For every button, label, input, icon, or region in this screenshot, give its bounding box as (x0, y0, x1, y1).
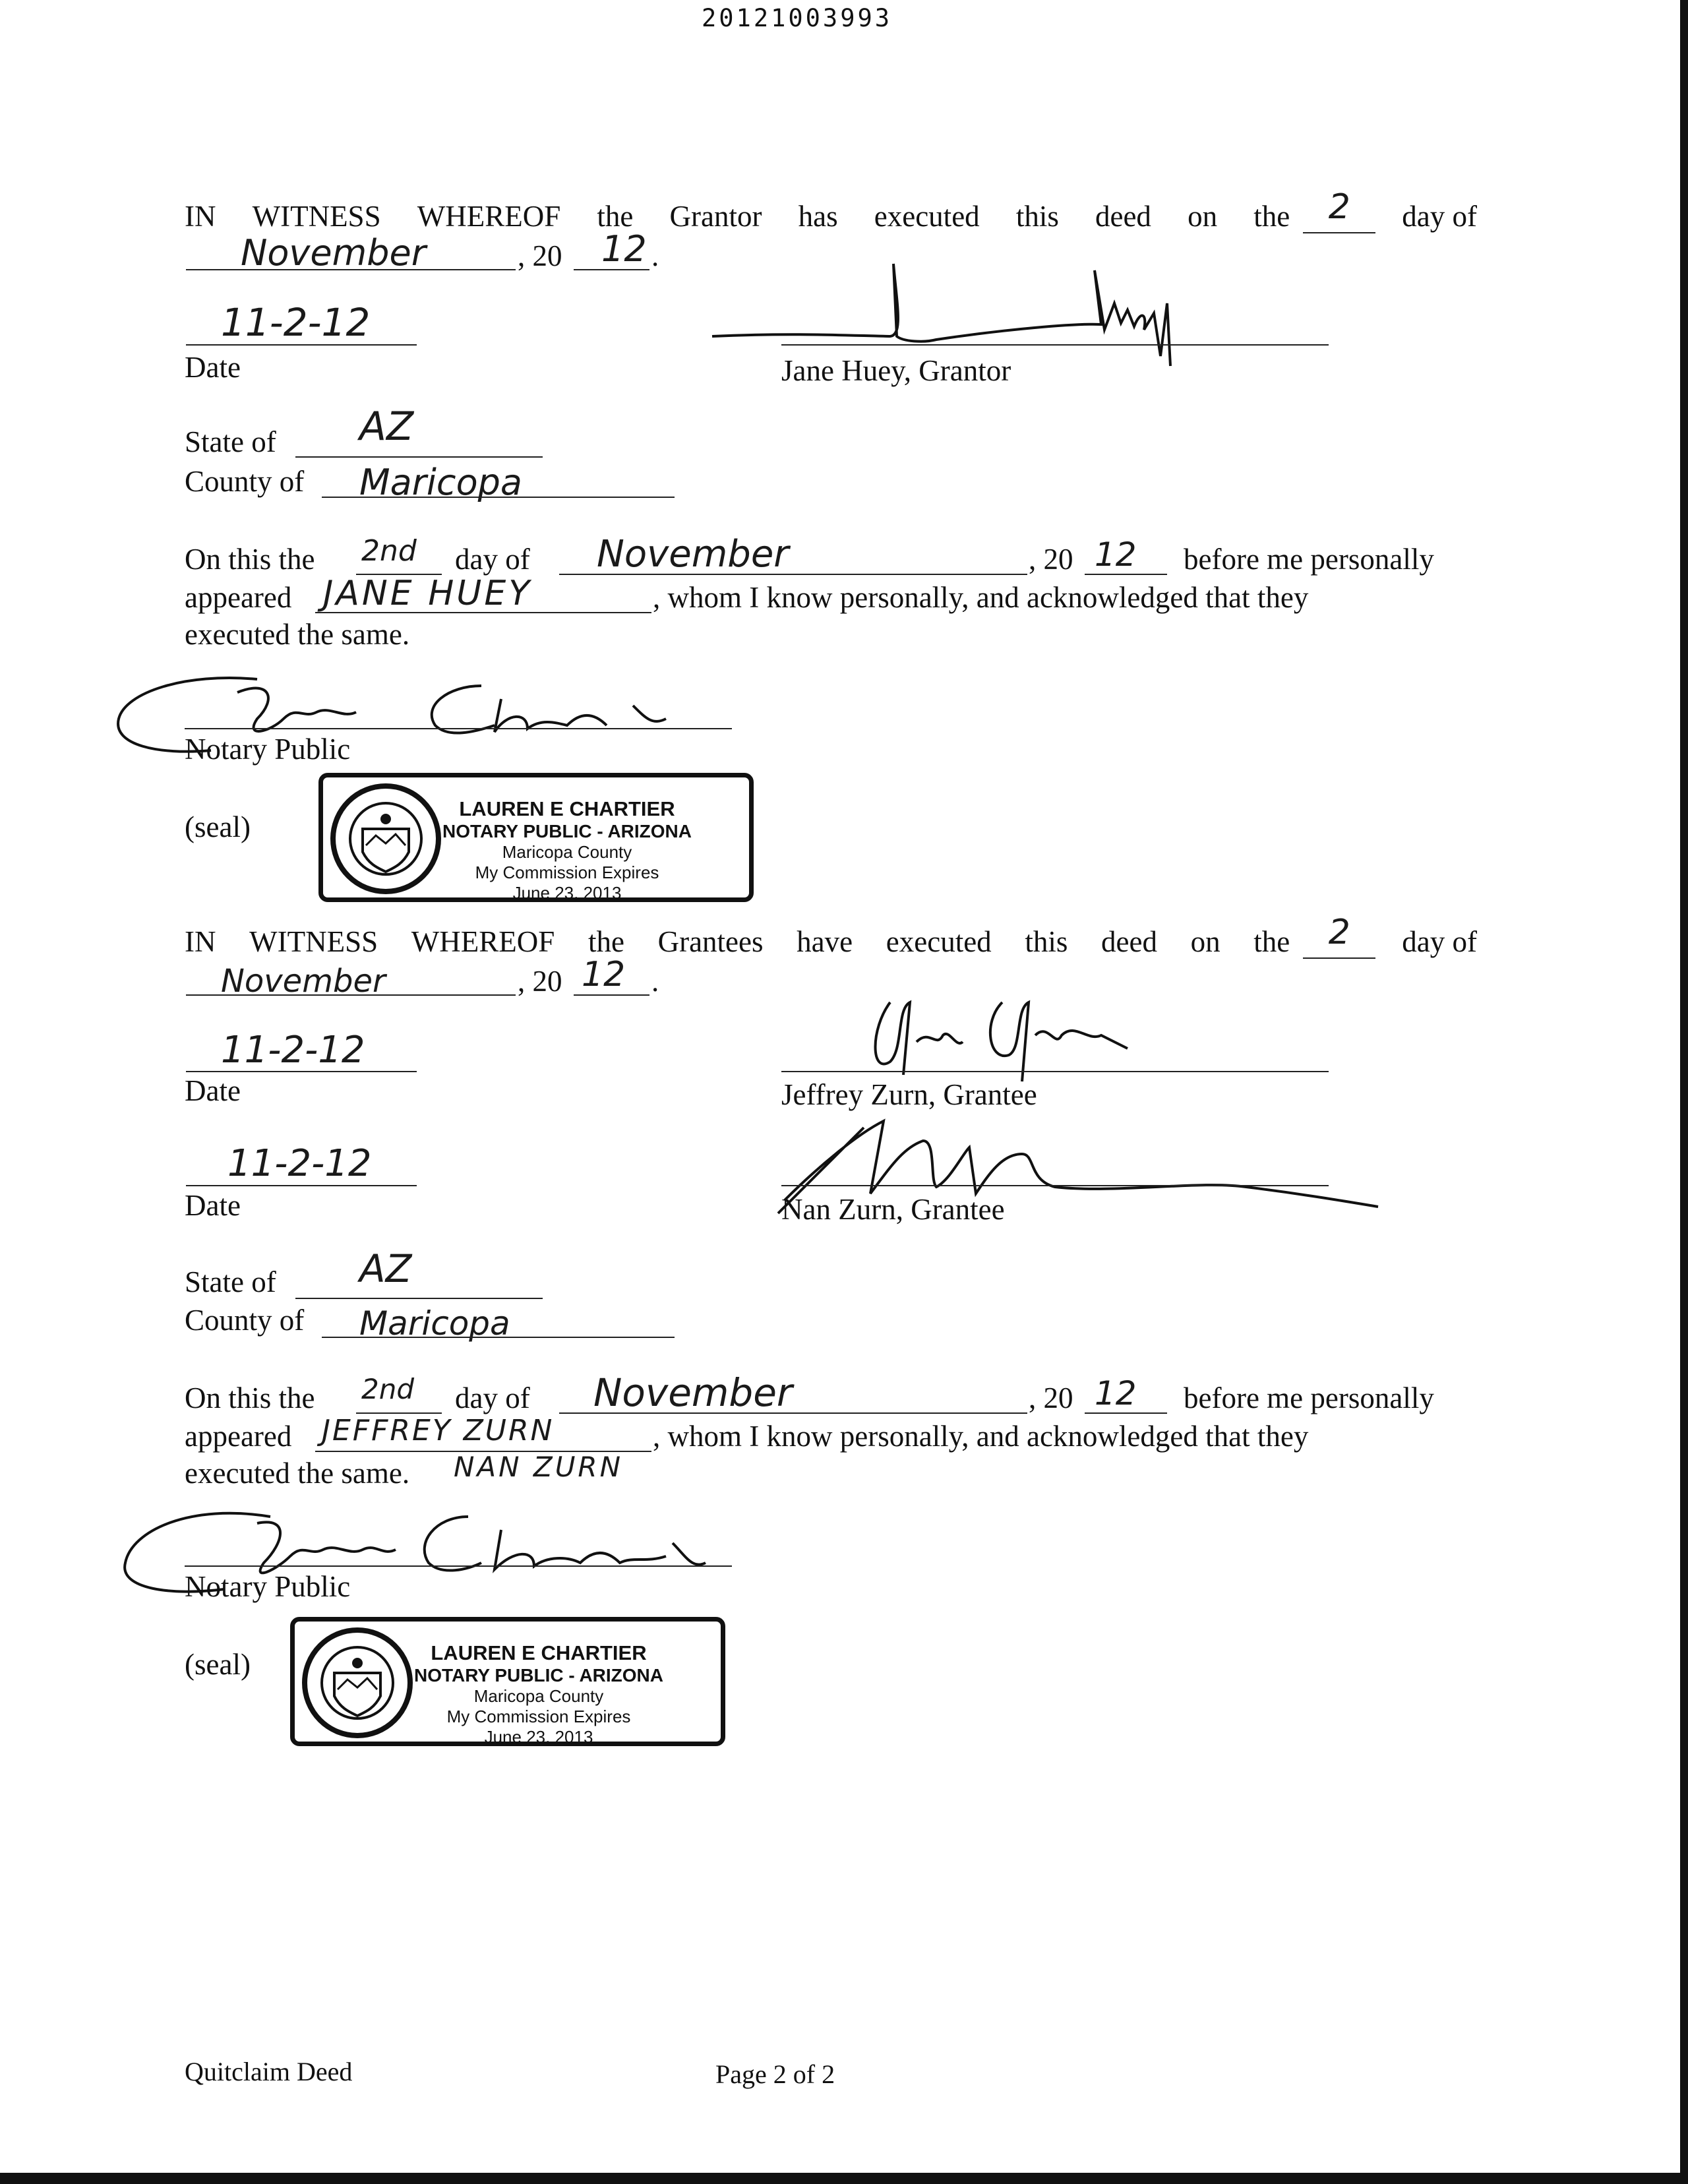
grantee-appeared-label: appeared (185, 1420, 292, 1453)
grantor-state-value: AZ (359, 404, 414, 450)
grantor-stamp-county: Maricopa County (502, 842, 632, 862)
grantee-stamp-commission: My Commission Expires (446, 1707, 631, 1726)
grantor-ack-day: 2nd (361, 534, 417, 568)
grantee-notary-stamp (290, 1617, 725, 1746)
grantee-date1-value: 11-2-12 (221, 1029, 365, 1072)
grantor-county-label: County of (185, 465, 305, 498)
grantee-appeared-suffix: , whom I know personally, and acknowledged that they (653, 1420, 1309, 1453)
grantor-notary-stamp (318, 773, 754, 902)
grantee-ack-prefix: On this the (185, 1381, 315, 1414)
grantee-appeared-name: JEFFREY ZURN (322, 1414, 555, 1447)
grantee-date2-label: Date (185, 1189, 241, 1222)
grantor-executed-text: executed the same. (185, 618, 410, 651)
grantee-day-field (1303, 913, 1375, 957)
grantee-witness-line (185, 913, 1477, 958)
grantee-date2-value: 11-2-12 (227, 1142, 372, 1185)
grantee-year-prefix: , 20 (518, 965, 562, 998)
grantor-seal-label: (seal) (185, 810, 251, 843)
grantee-county-label: County of (185, 1304, 305, 1337)
grantee-state-label: State of (185, 1265, 276, 1298)
record-number: 20121003993 (702, 4, 893, 32)
grantor-ack-year: 12 (1095, 535, 1137, 574)
grantee-stamp-name: LAUREN E CHARTIER (431, 1641, 647, 1664)
grantee-county-value: Maricopa (359, 1304, 510, 1343)
grantee-ack-day-of: day of (455, 1381, 530, 1414)
grantee-month-value: November (221, 963, 386, 1000)
grantor-witness-line (185, 187, 1477, 233)
grantor-date-label: Date (185, 351, 241, 384)
grantor-appeared-name: JANE HUEY (323, 574, 532, 613)
grantee-state-value: AZ (359, 1246, 412, 1291)
grantor-stamp-title: NOTARY PUBLIC - ARIZONA (442, 821, 692, 841)
grantee-executed-text: executed the same. (185, 1457, 410, 1490)
grantee-notary-label: Notary Public (185, 1570, 351, 1603)
grantor-ack-day-of: day of (455, 543, 530, 576)
grantee-year-value: 12 (582, 955, 626, 994)
grantor-signer-label: Jane Huey, Grantor (781, 354, 1011, 387)
grantee-ack-suffix: before me personally (1184, 1381, 1434, 1414)
grantee-day-suffix: day of (1402, 925, 1477, 958)
grantee-executed-extra: NAN ZURN (454, 1451, 624, 1483)
grantee-ack-month: November (593, 1370, 793, 1415)
grantor-month-value: November (241, 232, 426, 274)
grantee-ack-year: 12 (1095, 1374, 1137, 1412)
grantee-year-suffix: . (651, 965, 659, 998)
grantor-appeared-label: appeared (185, 581, 292, 614)
grantor-appeared-suffix: , whom I know personally, and acknowledged that they (653, 581, 1309, 614)
grantor-state-label: State of (185, 425, 276, 458)
grantor-ack-year-prefix: , 20 (1029, 543, 1073, 576)
grantor-ack-suffix: before me personally (1184, 543, 1434, 576)
grantor-year-value: 12 (601, 228, 647, 270)
grantor-witness-text: IN WITNESS WHEREOF the Grantor has executed this deed on the (185, 200, 1290, 233)
grantor-stamp-expires: June 23, 2013 (512, 883, 622, 903)
grantee-witness-text: IN WITNESS WHEREOF the Grantees have executed this deed on the (185, 925, 1290, 958)
grantor-day-field (1303, 187, 1375, 232)
grantee-stamp-expires: June 23, 2013 (484, 1727, 593, 1747)
grantor-ack-month: November (597, 533, 789, 576)
grantee-stamp-county: Maricopa County (473, 1686, 604, 1706)
grantee-date1-label: Date (185, 1074, 241, 1107)
grantee1-signer-label: Jeffrey Zurn, Grantee (781, 1078, 1037, 1111)
grantor-county-value: Maricopa (359, 462, 522, 503)
grantor-stamp-commission: My Commission Expires (475, 863, 659, 882)
footer-document-title: Quitclaim Deed (185, 2057, 353, 2086)
grantor-ack-prefix: On this the (185, 543, 315, 576)
grantee-ack-year-prefix: , 20 (1029, 1381, 1073, 1414)
grantee-ack-day: 2nd (361, 1373, 415, 1405)
grantor-day-value: 2 (1328, 187, 1350, 227)
grantor-year-prefix: , 20 (518, 239, 562, 272)
grantee-seal-label: (seal) (185, 1648, 251, 1681)
footer-page-number: Page 2 of 2 (715, 2059, 835, 2089)
grantee-day-value: 2 (1328, 913, 1350, 952)
grantor-notary-label: Notary Public (185, 733, 351, 766)
grantor-year-suffix: . (651, 239, 659, 272)
grantee2-signer-label: Nan Zurn, Grantee (781, 1193, 1005, 1226)
scan-border-right (1680, 0, 1688, 2184)
grantor-day-suffix: day of (1402, 200, 1477, 233)
scan-border-bottom (0, 2173, 1688, 2184)
grantor-stamp-name: LAUREN E CHARTIER (459, 797, 675, 820)
grantor-date-value: 11-2-12 (221, 300, 371, 345)
grantee-stamp-title: NOTARY PUBLIC - ARIZONA (414, 1665, 663, 1685)
